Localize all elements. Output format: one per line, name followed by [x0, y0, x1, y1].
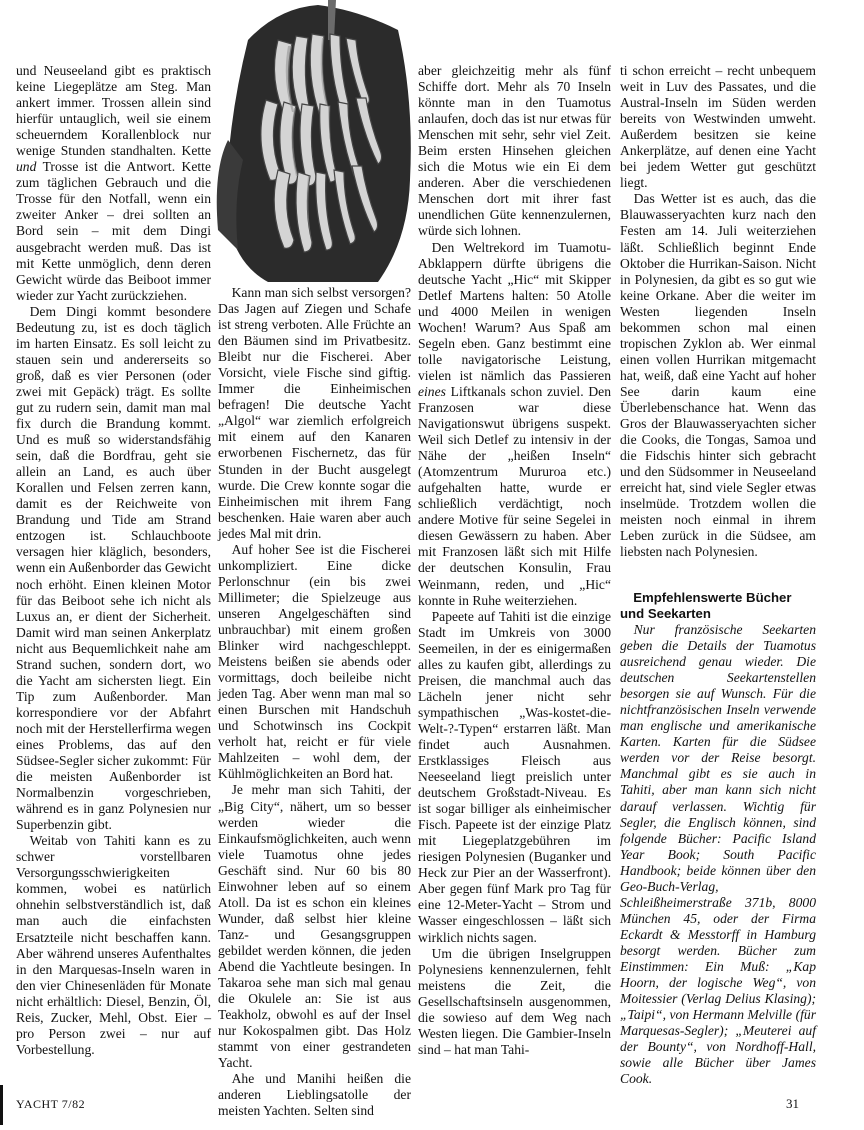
- text-run: Den Weltrekord im Tuamotu-Abklappern dürfte übrigens die deutsche Yacht „Hic“ mit Skipper Detlef Martens halten: 50 Atolle und 4000 Meilen in wenigen Wochen! Warum? Aus Spaß am Segeln eben. Ganz bestimmt eine tolle navigatorische Leistung, vielen ist nämlich das Passieren: [418, 239, 611, 383]
- text-run: Liftkanals schon zuviel. Den Franzosen war diese Navigationswut übrigens suspekt. Weil sich Detlef zu intensiv in der Nähe der „heißen Inseln“ (Atomzentrum Mururoa etc.) aufgehalten hatte, wurde er schließlich verdächtigt, noch andere Motive für seine Segelei in diesen Gewässern zu haben. Aber mit Franzosen läßt sich mit Hilfe der deutschen Konsulin, Frau Weinmann, reden, und „Hic“ konnte in Ruhe weiterziehen.: [418, 383, 611, 608]
- article-column-3: [418, 63, 611, 1083]
- emphasis: eines: [418, 383, 446, 399]
- paragraph: Um die übrigen Inselgruppen Polynesiens kennenzulernen, fehlt meistens die Zeit, die Gesellschaftsinseln ausgenommen, die sowieso auf dem Weg nach Westen liegen. Die Gambier-Inseln sind – hat man Tahi-: [418, 945, 611, 1057]
- paragraph: Auf hoher See ist die Fischerei unkompliziert. Eine dicke Perlonschnur (ein bis zwei Millimeter; die Spielzeuge aus unseren Angelgeschäften sind unbrauchbar) mit einem großen Blinker wird nachgeschleppt. Meistens beißen sie abends oder vormittags, doch beileibe nicht jeden Tag. Aber wenn man mal so einen Burschen mit Handschuh und Schotwinsch ins Cockpit verholt hat, reicht er für viele Mahlzeiten – wohl dem, der Kühlmöglichkeiten an Bord hat.: [218, 541, 411, 782]
- article-column-2: [218, 285, 411, 1119]
- paragraph: [16, 63, 211, 304]
- paragraph: Das Wetter ist es auch, das die Blauwasseryachten kurz nach den Festen am 14. Juli weiterziehen läßt. Schließlich beginnt Ende Oktober die Hurrikan-Saison. Nicht in Polynesien, da gibt es so gut wie keine Orkane. Aber die weiter im Westen liegenden Inseln bekommen schon mal einen tropischen Zyklon ab. Wer einmal einen vollen Hurrikan mitgemacht hat, weiß, daß eine Yacht auf hoher See darin kaum eine Überlebenschance hat. Wenn das Gros der Blauwasseryachten sicher die Cooks, die Tongas, Samoa und die Fidschis hinter sich gebracht und den Südsommer in Neuseeland erreicht hat, sind viele Segler etwas inselmüde. Trotzdem wollen die meisten noch einmal in ihrem Leben zurück in die Südsee, am liebsten nach Polynesien.: [620, 191, 816, 560]
- banana-bunch-photo: [208, 0, 424, 282]
- paragraph: Ahe und Manihi heißen die anderen Lieblingsatolle der meisten Yachten. Selten sind: [218, 1071, 411, 1119]
- emphasis: und: [16, 159, 37, 175]
- paragraph: aber gleichzeitig mehr als fünf Schiffe dort. Mehr als 70 Inseln könnte man in den Tuamotus anlaufen, doch das ist nur etwas für Menschen mit sehr, sehr viel Zeit. Beim ersten Hinsehen gleichen sich die Motus wie ein Ei dem anderen. Aber die verschiedenen Menschen dort mit ihrer fast unendlichen Güte kennenzulernen, würde sich lohnen.: [418, 63, 611, 239]
- box-text: Nur französische Seekarten geben die Details der Tuamotus ausreichend genau wieder. Die deutschen Seekartenstellen besorgen sie auf Wunsch. Für die nichtfranzösischen Inseln verwende man englische und amerikanische Karten. Karten für die Südsee werden vor der Reise besorgt. Manchmal gibt es sie auch in Tahiti, aber man kann sich nicht darauf verlassen. Wichtig für Segler, die Englisch können, sind folgende Bücher: Pacific Island Year Book; South Pacific Handbook; beide können über den Geo-Buch-Verlag, Schleißheimerstraße 371b, 8000 München 45, oder der Firma Eckardt & Messtorff in Hamburg besorgt werden. Bücher zum Einstimmen: Ein Muß: „Kap Hoorn, der logische Weg“, von Moitessier (Verlag Delius Klasing); „Taipi“, von Hermann Melville (für Marquesas-Segler); „Meuterei auf der Bounty“, von Nordhoff-Hall, sowie alle Bücher über James Cook.: [620, 622, 816, 1087]
- page-number: 31: [786, 1096, 799, 1111]
- text-run: und Neuseeland gibt es praktisch keine Liegeplätze am Steg. Man ankert immer. Trossen allein sind hierfür untauglich, weil sie einem scheuerndem Korallenblock nur wenige Stunden standhalten. Kette: [16, 63, 211, 159]
- text-run: Trosse ist die Antwort. Kette zum täglichen Gebrauch und die Trosse für den Notfall, wenn ein zweiter Anker – drei sollten an Bord sein – mit dem Dingi ausgebracht werden muß. Das ist mit Kette unmöglich, denn deren Gewicht würde das Beiboot immer wieder zur Yacht zurückziehen.: [16, 159, 211, 303]
- box-heading: Empfehlenswerte Bücher und Seekarten: [620, 590, 792, 621]
- paragraph: Kann man sich selbst versorgen? Das Jagen auf Ziegen und Schafe ist streng verboten. Alle Früchte an den Bäumen sind im Privatbesitz. Bleibt nur die Fischerei. Aber Vorsicht, viele Fische sind giftig. Immer die Einheimischen befragen! Die deutsche Yacht „Algol“ war ziemlich erfolgreich mit einem auf den Kanaren erworbenen Fischernetz, das für Stunden in der Bucht ausgelegt wurde. Die Crew konnte sogar die Einheimischen mit ihrem Fang beschenken. Haie waren aber auch jedes Mal mit drin.: [218, 285, 411, 541]
- paragraph: Dem Dingi kommt besondere Bedeutung zu, ist es doch täglich im harten Einsatz. Es soll leicht zu stauen sein und andererseits so groß, daß es vier Personen (oder zwei mit Gepäck) trägt. Es sollte gut zu rudern sein, damit man mal fix durch die Brandung kommt. Und es muß so widerstandsfähig sein, daß die Bordfrau, geht sie allein an Land, es auch über Korallen und Felsen zerren kann, damit es der Reichweite von Brandung und Tide am Strand entzogen ist. Schlauchboote versagen hier kläglich, besonders, wenn ein Außenborder das Gewicht noch erhöht. Einen kleinen Motor für das Beiboot sehe ich nicht als Luxus an, er dient der Sicherheit. Damit wird man seinen Ankerplatz nicht aus Bequemlichkeit nahe am Strand suchen, sondern dort, wo die Yacht am sichersten liegt. Ein Tip zum Außenborder. Man korrespondiere vor der Abfahrt noch mit der Herstellerfirma wegen eines Problems, das auf den Südsee-Segler sicher zukommt: Für die meisten Außenborder ist Normalbenzin vorgeschrieben, während es in ganz Polynesien nur Superbenzin gibt.: [16, 303, 211, 833]
- paragraph: Je mehr man sich Tahiti, der „Big City“, nähert, um so besser werden wieder die Einkaufsmöglichkeiten, auch wenn viele Tuamotus ohne jedes Geschäft sind. Nur 60 bis 80 Einwohner leben auf so einem Atoll. Da ist es schon ein kleines Wunder, daß selbst hier kleine Tanz- und Gesangsgruppen gebildet werden können, die jeden Abend die Yachtleute besingen. In Takaroa sehe man sich mal genau die Okulele an: Sie ist aus Teakholz, obwohl es auf der Insel nur Kokospalmen gibt. Das Holz stammt von einer gestrandeten Yacht.: [218, 782, 411, 1071]
- paragraph: Weitab von Tahiti kann es zu schwer vorstellbaren Versorgungsschwierigkeiten kommen, wobei es natürlich ohnehin selbstverständlich ist, daß man auch die einfachsten Ersatzteile nicht beschaffen kann. Aber während unseres Aufenthaltes in den Marquesas-Inseln waren in den vier Chinesenläden für Monate nicht erhältlich: Diesel, Benzin, Öl, Reis, Zucker, Mehl, Obst. Eier – pro Person zwei – nur auf Vorbestellung.: [16, 833, 211, 1057]
- issue-label: YACHT 7/82: [16, 1097, 86, 1111]
- article-column-1: [16, 63, 211, 1083]
- page-edge-mark: [0, 1085, 3, 1125]
- paragraph: Papeete auf Tahiti ist die einzige Stadt im Umkreis von 3000 Seemeilen, in der es einigermaßen alles zu kaufen gibt, allerdings zu Preisen, die manchmal auch das Lächeln jener nicht sehr sympathischen „Was-kostet-die-Welt-?-Typen“ erstarren läßt. Man findet auch Ausnahmen. Erstklassiges Fleisch aus Neeseeland liegt preislich unter deutschem Großstadt-Niveau. Es ist sogar billiger als einheimischer Fisch. Papeete ist der einzige Platz mit Liegeplatzgebühren im riesigen Polynesien (Buganker und Heck zur Pier an der Wasserfront). Aber gegen fünf Mark pro Tag für eine 12-Meter-Yacht – Strom und Wasser eingeschlossen – läßt sich wirklich nichts sagen.: [418, 608, 611, 945]
- paragraph: ti schon erreicht – recht unbequem weit in Luv des Passates, und die Austral-Inseln im Süden werden bereits von Westwinden umweht. Außerdem besitzen sie keine Ankerplätze, auf denen eine Yacht bei jedem Wetter gut geschützt liegt.: [620, 63, 816, 191]
- book-recommendations-box: [620, 590, 816, 1090]
- paragraph: [418, 240, 611, 609]
- article-column-4: [620, 63, 816, 593]
